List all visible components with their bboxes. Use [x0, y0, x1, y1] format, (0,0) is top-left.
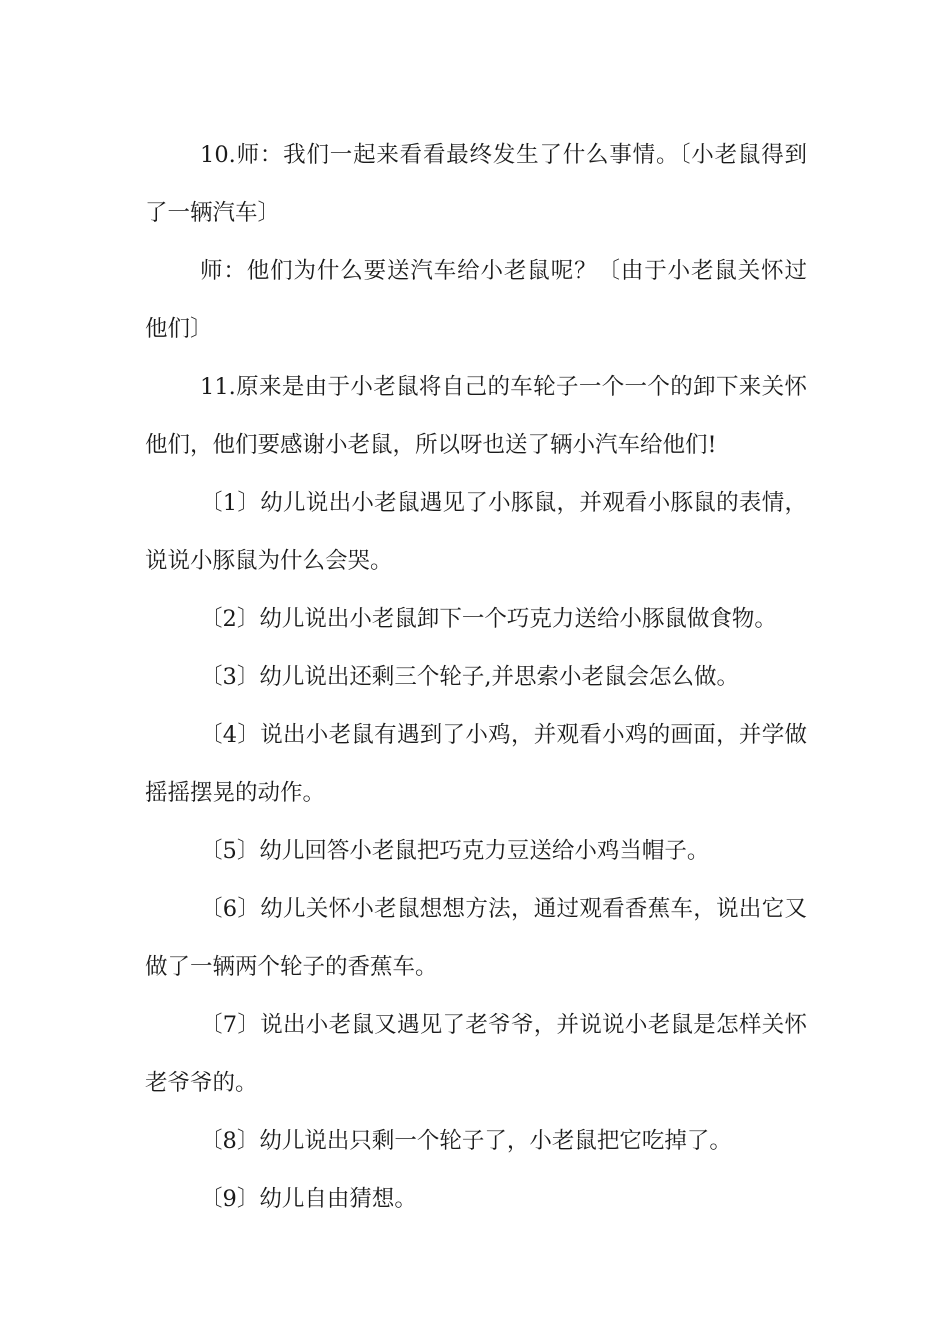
list-item-6: 〔6〕幼儿关怀小老鼠想想方法，通过观看香蕉车，说出它又做了一辆两个轮子的香蕉车。 [145, 896, 807, 980]
list-item-8: 〔8〕幼儿说出只剩一个轮子了，小老鼠把它吃掉了。 [200, 1128, 732, 1154]
list-item-5: 〔5〕幼儿回答小老鼠把巧克力豆送给小鸡当帽子。 [200, 838, 710, 864]
list-item-7: 〔7〕说出小老鼠又遇见了老爷爷，并说说小老鼠是怎样关怀老爷爷的。 [145, 1012, 807, 1096]
list-item-9: 〔9〕幼儿自由猜想。 [200, 1186, 417, 1212]
list-item-2: 〔2〕幼儿说出小老鼠卸下一个巧克力送给小豚鼠做食物。 [200, 606, 777, 632]
list-item-4: 〔4〕说出小老鼠有遇到了小鸡，并观看小鸡的画面，并学做摇摇摆晃的动作。 [145, 722, 807, 806]
paragraph-11-explanation: 11.原来是由于小老鼠将自己的车轮子一个一个的卸下来关怀他们，他们要感谢小老鼠，所以呀也送了辆小汽车给他们! [145, 374, 807, 458]
list-item-1: 〔1〕幼儿说出小老鼠遇见了小豚鼠，并观看小豚鼠的表情，说说小豚鼠为什么会哭。 [145, 490, 807, 574]
list-item-3: 〔3〕幼儿说出还剩三个轮子,并思索小老鼠会怎么做。 [200, 664, 739, 690]
paragraph-teacher-why-car: 师：他们为什么要送汽车给小老鼠呢？〔由于小老鼠关怀过他们〕 [145, 258, 807, 342]
document-body [145, 126, 807, 1228]
paragraph-10-teacher-question: 10.师：我们一起来看看最终发生了什么事情。〔小老鼠得到了一辆汽车〕 [145, 142, 807, 226]
